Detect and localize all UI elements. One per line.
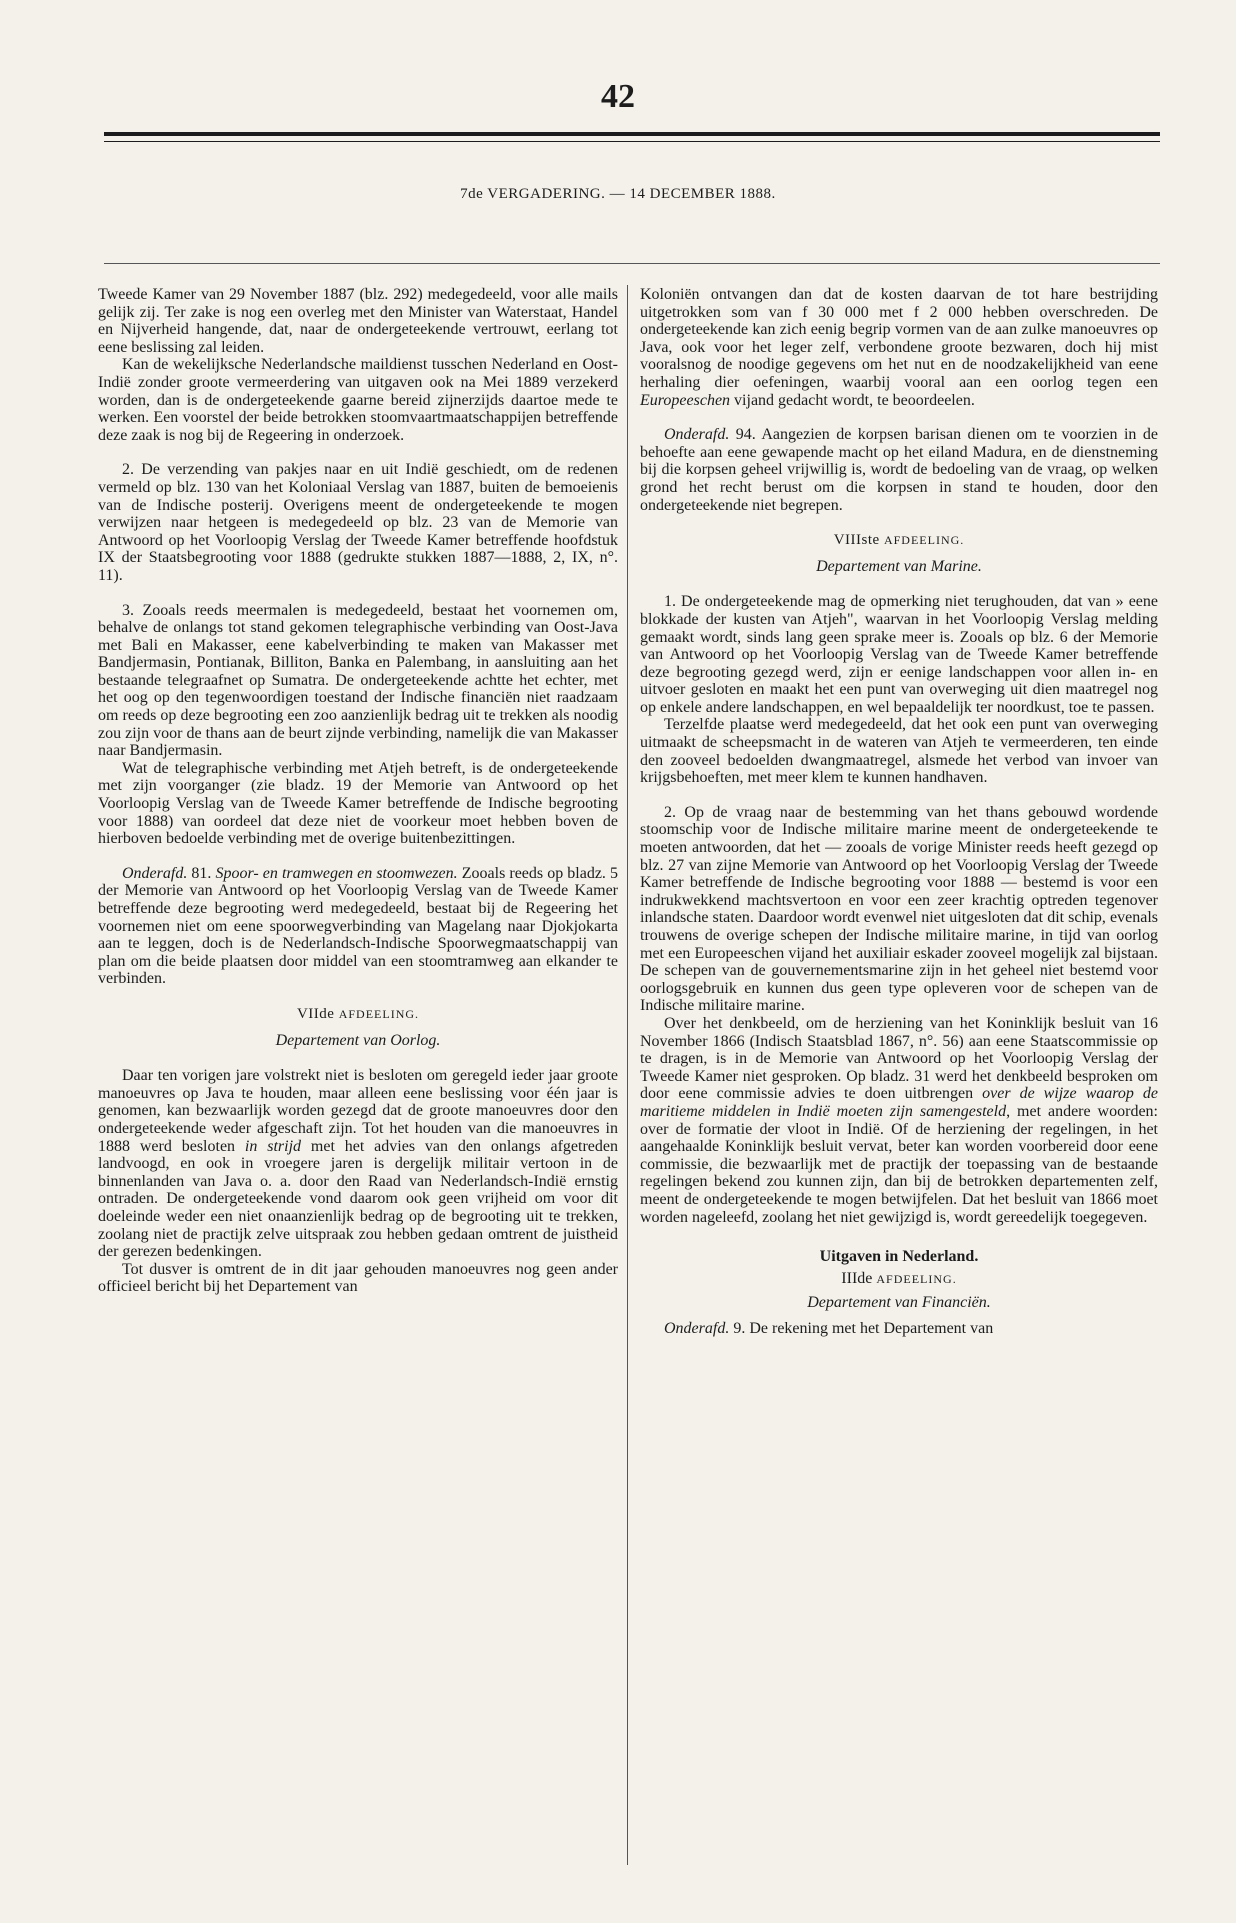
meeting-title: 7de VERGADERING. — 14 DECEMBER 1888.	[460, 186, 776, 202]
section-heading-number: IIIde	[841, 1269, 877, 1287]
department-heading: Departement van Marine.	[816, 557, 982, 575]
emphasis: over de wijze waarop de maritieme middelen in Indië moeten zijn samengesteld	[640, 1085, 1159, 1120]
subsection-label: Onderafd.	[664, 1319, 730, 1337]
paragraph-text: 9. De rekening met het Departement van	[729, 1319, 994, 1337]
paragraph-text: Zooals reeds op bladz. 5 der Memorie van Antwoord op het Voorloopig Verslag van de Tweede Kamer betreffende deze begrooting werd medegedeeld, bestaat bij de Regeering het voornemen niet om eene spoorwegverbinding van Magelang naar Djokjokarta aan te leggen, doch is de Nederlandsch-Indische Spoorwegmaatschappij van plan om die beide plaatsen door middel van een stoomtramweg aan elkander te verbinden.	[98, 864, 619, 988]
subsection-number: 81.	[187, 864, 216, 882]
paragraph	[98, 865, 618, 988]
section-heading-number: VIIde	[296, 1005, 339, 1022]
emphasis: in strijd	[244, 1137, 302, 1155]
paragraph-text: 94. Aangezien de korpsen barisan dienen om te voorzien in de behoefte aan eene gewapende macht op het eiland Madura, en de dienstneming bij die korpsen geheel vrijwillig is, wordt de bedoeling van de vraag, op welken grond het recht berust om die korpsen in stand te houden, door den ondergeteekende niet begrepen.	[640, 426, 1158, 514]
section-heading-number: VIIIste	[833, 532, 884, 549]
paragraph: Tweede Kamer van 29 November 1887 (blz. 292) medegedeeld, voor alle mails gelijk zij. Ter zake is nog een overleg met den Minister van Waterstaat, Handel en Nijverheid hangende, dat, naar de ondergeteekende vertrouwt, eerlang tot eene beslissing zal leiden.	[98, 286, 618, 356]
left-column	[98, 286, 618, 1296]
paragraph: 2. De verzending van pakjes naar en uit Indië geschiedt, om de redenen vermeld op blz. 130 van het Koloniaal Verslag van 1887, buiten de bemoeienis van de Indische posterij. Overigens meent de ondergeteekende te mogen verwijzen naar hetgeen is medegedeeld op blz. 23 van de Memorie van Antwoord op het Voorloopig Verslag der Tweede Kamer betreffende hoofdstuk IX der Staatsbegrooting voor 1888 (gedrukte stukken 1887—1888, 2, IX, n°. 11).	[98, 461, 618, 584]
part-heading: Uitgaven in Nederland.	[819, 1248, 979, 1266]
paragraph: 1. De ondergeteekende mag de opmerking niet terughouden, dat van » eene blokkade der kusten van Atjeh", waarvan in het Voorloopig Verslag melding gemaakt wordt, sinds lang geen sprake meer is. Zooals op blz. 6 der Memorie van Antwoord op het Voorloopig Verslag van de Tweede Kamer betreffende deze begrooting gezegd werd, zijn er eenige landschappen voor allen in- en uitvoer gesloten en maakt het een punt van overweging uit dien maatregel nog op enkele andere landschappen, en wel bepaaldelijk ter noordkust, toe te passen.	[640, 593, 1158, 716]
column-divider	[627, 285, 628, 1865]
paragraph-text: met het advies van den onlangs afgetreden landvoogd, en ook in vroegere jaren is dergelijk militair vertoon in de binnenlanden van Java o. a. door den Raad van Nederlandsch-Indië ernstig ontraden. De ondergeteekende vond daarom ook geen vrijheid om voor dit doeleinde weder een niet onaanzienlijk bedrag op de begrooting uit te trekken, zoolang niet de practijk zelve uitspraak zou hebben gedaan omtrent de juistheid der gerezen bedenkingen.	[98, 1137, 619, 1261]
section-heading	[98, 1006, 618, 1024]
subsection-label: Onderafd.	[664, 426, 730, 444]
paragraph	[640, 286, 1158, 409]
section-heading	[640, 1270, 1158, 1289]
section-heading-label: AFDEELING.	[883, 533, 965, 548]
paragraph: 2. Op de vraag naar de bestemming van het thans gebouwd wordende stoomschip voor de Indische militaire marine meent de ondergeteekende te moeten antwoorden, dat het — zooals de vorige Minister reeds heeft gezegd op blz. 27 van zijne Memorie van Antwoord op het Voorloopig Verslag der Tweede Kamer betreffende de Indische begrooting voor 1888 — bestemd is voor een indrukwekkend machtsvertoon en voor een zeer krachtig optreden tegenover inlandsche staten. Daardoor wordt evenwel niet uitgesloten dat dit schip, evenals trouwens de overige schepen der Indische militaire marine, in tijd van oorlog met een Europeeschen vijand het auxiliair eskader zooveel mogelijk zal bijstaan. De schepen van de gouvernementsmarine zijn in het geheel niet bestemd voor oorlogsgebruik en kunnen dus geen type opleveren voor de schepen van de Indische militaire marine.	[640, 803, 1158, 1015]
header-rule-thin	[104, 141, 1160, 142]
paragraph-text: Over het denkbeeld, om de herziening van het Koninklijk besluit van 16 November 1866 (Indisch Staatsblad 1867, n°. 56) aan eene Staatscommissie op te dragen, is in de Memorie van Antwoord op het Voorloopig Verslag der Tweede Kamer niet gesproken. Op bladz. 31 werd het denkbeeld besproken om door eene commissie advies te doen uitbrengen	[640, 1014, 1158, 1103]
emphasis: Europeeschen	[640, 391, 731, 409]
department-heading: Departement van Financiën.	[807, 1294, 991, 1312]
right-column	[640, 286, 1158, 1337]
paragraph	[640, 1320, 1158, 1338]
paragraph: Terzelfde plaatse werd medegedeeld, dat het ook een punt van overweging uitmaakt de scheepsmacht in de wateren van Atjeh te vermeerderen, ten einde den zooveel bedoelden dwangmaatregel, alsmede het verbod van invoer van krijgsbehoeften, met meer klem te kunnen handhaven.	[640, 716, 1158, 787]
paragraph	[640, 426, 1158, 514]
paragraph	[640, 1015, 1158, 1226]
paragraph-text: Daar ten vorigen jare volstrekt niet is besloten om geregeld ieder jaar groote manoeuvres op Java te houden, maar alleen eene beslissing voor één jaar is genomen, kan bezwaarlijk worden gezegd dat de groote manoeuvres door den ondergeteekende weder afgeschaft zijn. Tot het houden van die manoeuvres in 1888 werd besloten	[98, 1067, 618, 1155]
subsection-title: Spoor- en tramwegen en stoomwezen.	[215, 864, 458, 882]
paragraph-text: Koloniën ontvangen dan dat de kosten daarvan de tot hare bestrijding uitgetrokken som van f 30 000 met f 2 000 hebben overschreden. De ondergeteekende kan zich eenig begrip vormen van de aan zulke manoeuvres op Java, ook voor het leger zelf, verbondene groote bezwaren, doch hij mist vooralsnog de noodige gegevens om het nut en de noodzakelijkheid van eene herhaling dier oefeningen, waarbij vooral aan een oorlog tegen een	[640, 286, 1158, 391]
paragraph: 3. Zooals reeds meermalen is medegedeeld, bestaat het voornemen om, behalve de onlangs tot stand gekomen telegraphische verbinding van Oost-Java met Bali en Makasser, eene kabelverbinding te maken van Makasser met Bandjermasin, Pontianak, Billiton, Banka en Palembang, in aansluiting aan het bestaande telegraafnet op Sumatra. De ondergeteekende achtte het echter, met het oog op den tegenwoordigen toestand der Indische financiën niet raadzaam om reeds op deze begrooting een zoo aanzienlijk bedrag uit te trekken als noodig zou zijn voor de thans aan de beurt zijnde verbinding, namelijk die van Makasser naar Bandjermasin.	[98, 601, 618, 760]
department-heading: Departement van Oorlog.	[275, 1031, 441, 1049]
section-heading	[640, 532, 1158, 550]
paragraph-text: , met andere woorden: over de formatie der vloot in Indië. Of de herziening der regelingen, in het aangehaalde Koninklijk besluit vervat, beter kan worden voorbereid door eene commissie, die bezwaarlijk met de practijk der toepassing van de bestaande regelingen bekend zou kunnen zijn, dan bij de betrokken departementen zelf, meent de ondergeteekende te mogen betwijfelen. Dat het besluit van 1866 moet worden nageleefd, zoolang het niet gewijzigd is, wordt gereedelijk toegegeven.	[640, 1102, 1158, 1226]
section-heading-label: AFDEELING.	[876, 1271, 957, 1286]
subsection-label: Onderafd.	[122, 864, 188, 882]
section-heading-label: AFDEELING.	[338, 1006, 420, 1021]
paragraph-text: vijand gedacht wordt, te beoordeelen.	[730, 391, 975, 409]
page-number: 42	[601, 78, 635, 115]
paragraph: Kan de wekelijksche Nederlandsche maildienst tusschen Nederland en Oost-Indië zonder groote vermeerdering van uitgaven ook na Mei 1889 verzekerd worden, dan is de ondergeteekende gaarne bereid zijnerzijds daartoe mede te werken. Een voorstel der beide betrokken stoomvaartmaatschappijen betreffende deze zaak is nog bij de Regeering in onderzoek.	[98, 356, 618, 444]
paragraph: Wat de telegraphische verbinding met Atjeh betreft, is de ondergeteekende met zijn voorganger (zie bladz. 19 der Memorie van Antwoord op het Voorloopig Verslag van de Tweede Kamer betreffende de Indische begrooting voor 1888) van oordeel dat deze niet de voorkeur moet hebben boven de hierboven bedoelde verbinding met de overige buitenbezittingen.	[98, 759, 618, 848]
paragraph	[98, 1067, 618, 1261]
title-rule	[104, 263, 1160, 264]
paragraph: Tot dusver is omtrent de in dit jaar gehouden manoeuvres nog geen ander officieel bericht bij het Departement van	[98, 1260, 618, 1296]
header-rule-thick	[104, 132, 1160, 136]
